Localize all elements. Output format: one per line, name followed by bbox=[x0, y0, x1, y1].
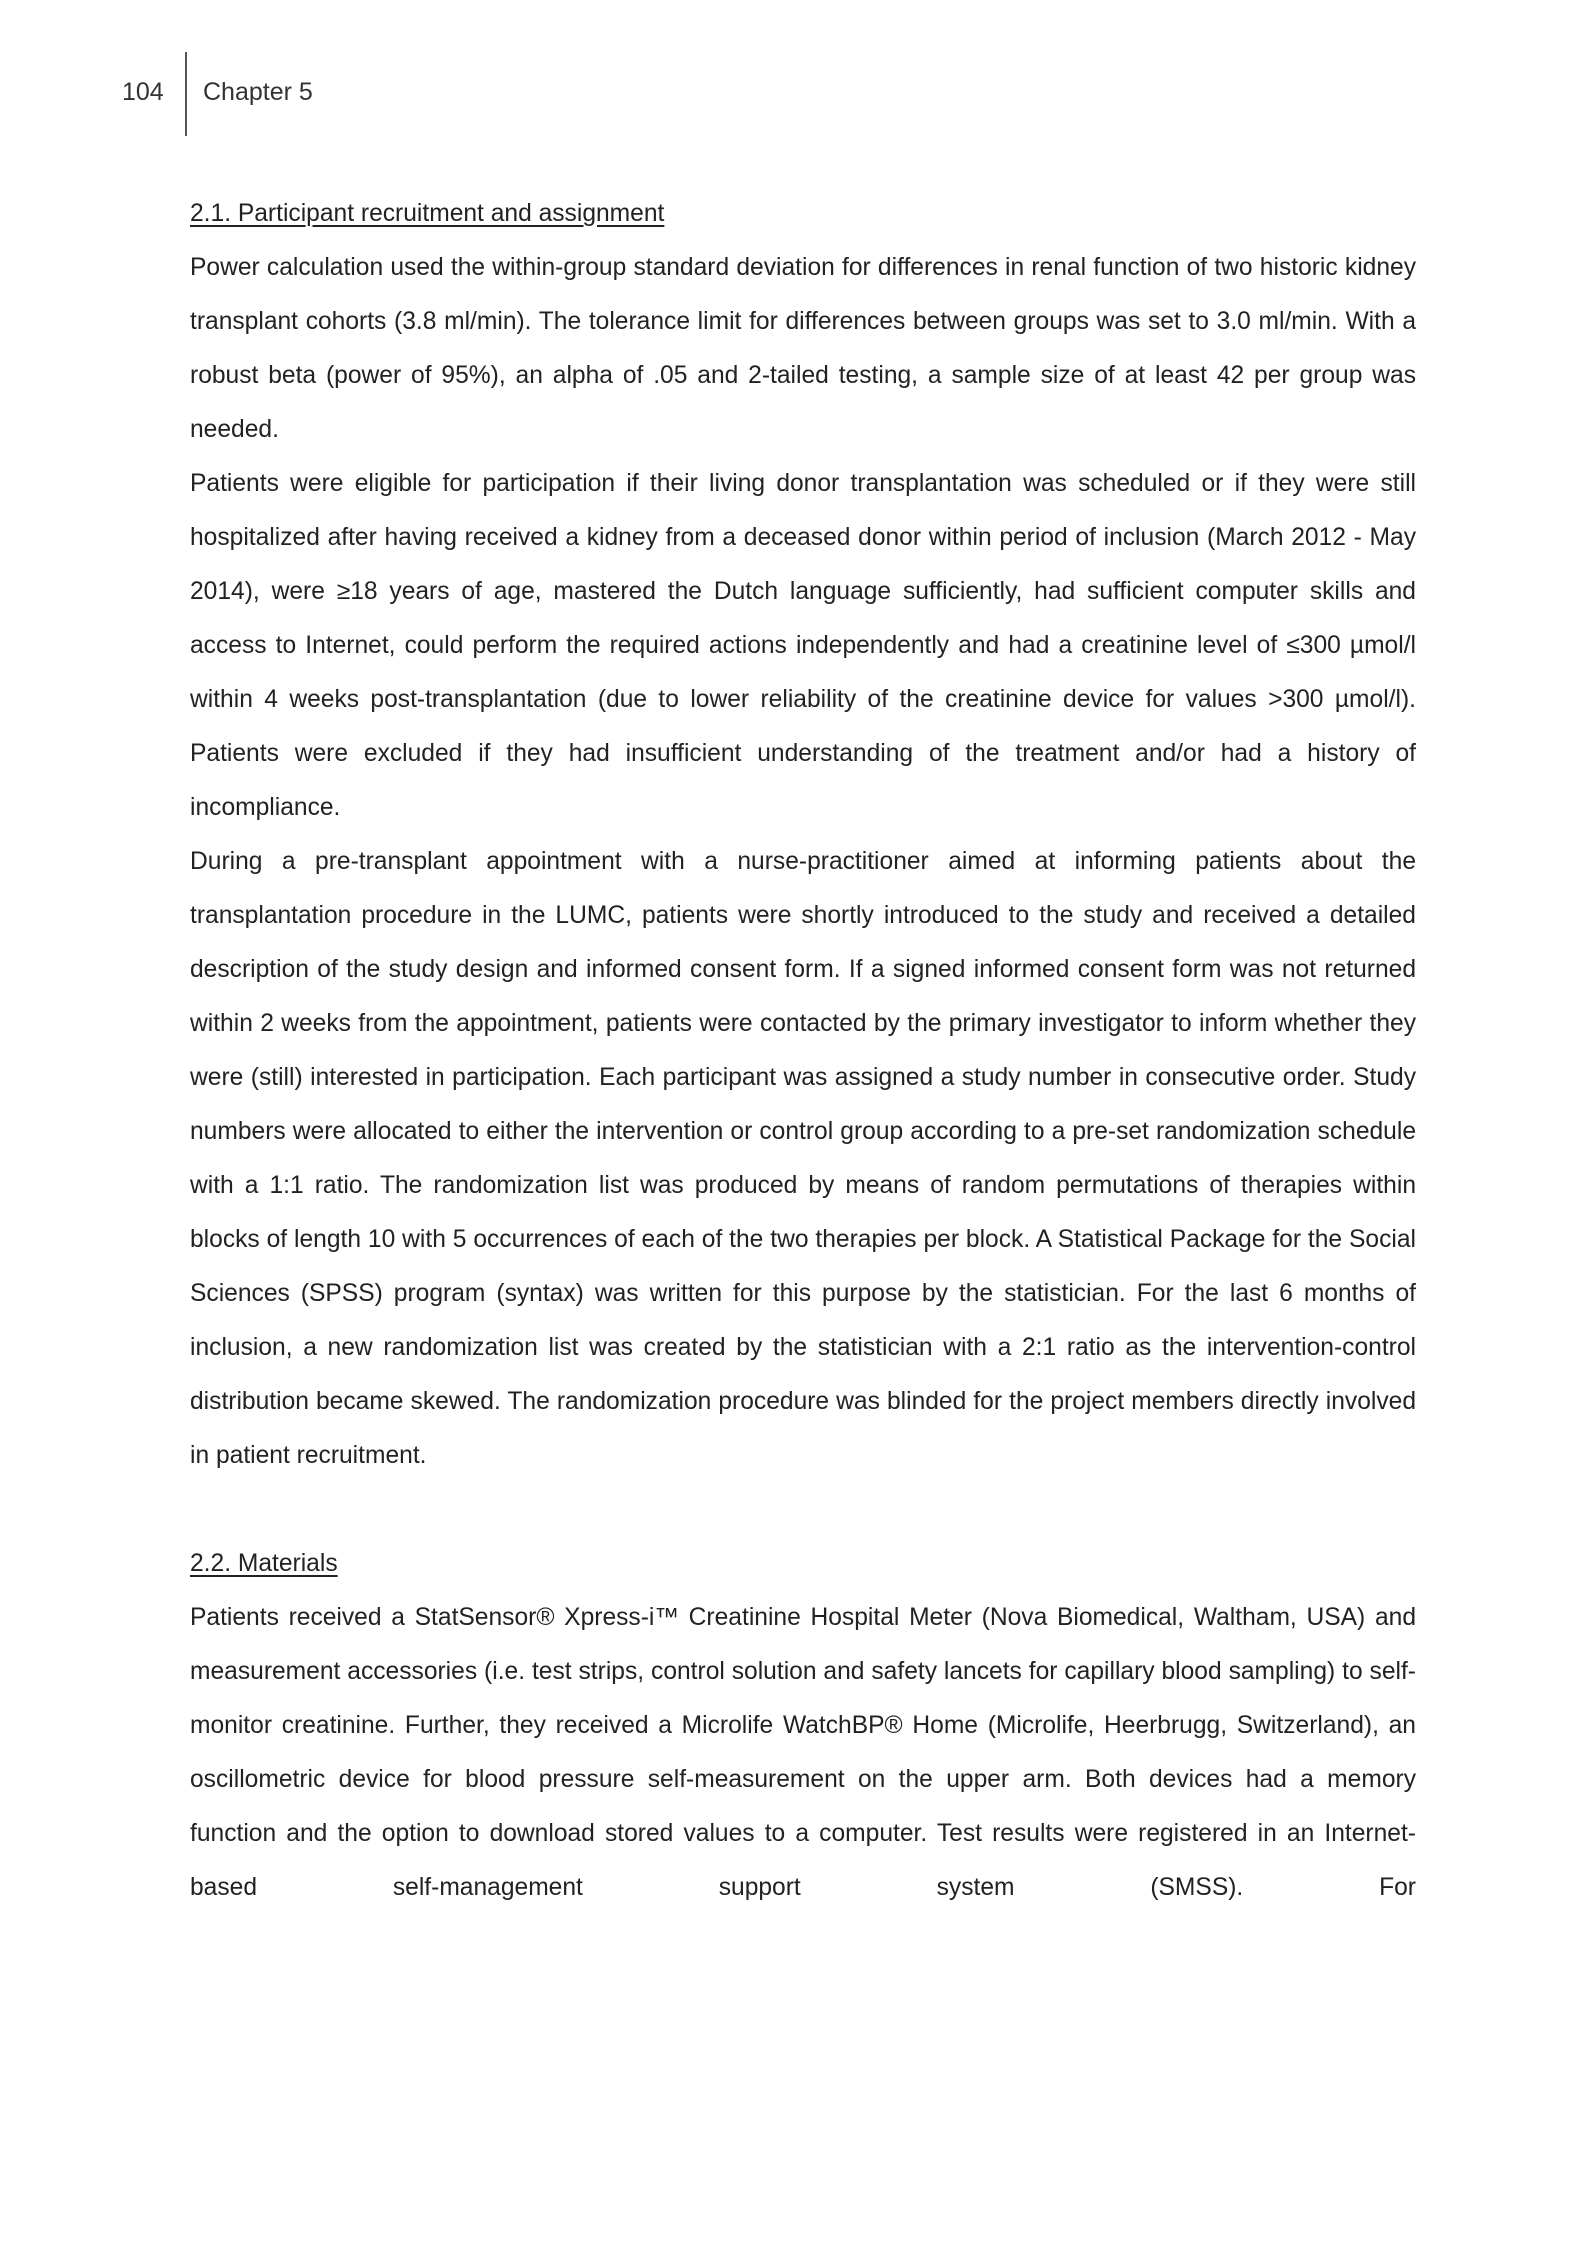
paragraph: Power calculation used the within-group standard deviation for differences in renal function of two historic kidney transplant cohorts (3.8 ml/min). The tolerance limit for differences between groups was set to 3.0 ml/min. With a robust beta (power of 95%), an alpha of .05 and 2-tailed testing, a sample size of at least 42 per group was needed. bbox=[190, 254, 1416, 443]
paragraph: Patients were eligible for participation if their living donor transplantation was scheduled or if they were still hospitalized after having received a kidney from a deceased donor within period of inclusion (March 2012 - May 2014), were ≥18 years of age, mastered the Dutch language sufficiently, had sufficient computer skills and access to Internet, could perform the required actions independently and had a creatinine level of ≤300 µmol/l within 4 weeks post-transplantation (due to lower reliability of the creatinine device for values >300 µmol/l). Patients were excluded if they had insufficient understanding of the treatment and/or had a history of incompliance. bbox=[190, 470, 1416, 821]
section-heading: 2.2. Materials bbox=[190, 1550, 338, 1577]
chapter-label: Chapter 5 bbox=[203, 78, 313, 106]
section-spacer bbox=[190, 1483, 1416, 1537]
header-divider bbox=[185, 52, 187, 136]
paragraph: During a pre-transplant appointment with a nurse-practitioner aimed at informing patients about the transplantation procedure in the LUMC, patients were shortly introduced to the study and received a detailed description of the study design and informed consent form. If a signed informed consent form was not returned within 2 weeks from the appointment, patients were contacted by the primary investigator to inform whether they were (still) interested in participation. Each participant was assigned a study number in consecutive order. Study numbers were allocated to either the intervention or control group according to a pre-set randomization schedule with a 1:1 ratio. The randomization list was produced by means of random permutations of therapies within blocks of length 10 with 5 occurrences of each of the two therapies per block. A Statistical Package for the Social Sciences (SPSS) program (syntax) was written for this purpose by the statistician. For the last 6 months of inclusion, a new randomization list was created by the statistician with a 2:1 ratio as the intervention-control distribution became skewed. The randomization procedure was blinded for the project members directly involved in patient recruitment. bbox=[190, 848, 1416, 1469]
section-participant-recruitment bbox=[190, 187, 1416, 1483]
paragraph: Patients received a StatSensor® Xpress-i™ Creatinine Hospital Meter (Nova Biomedical, Waltham, USA) and measurement accessories (i.e. test strips, control solution and safety lancets for capillary blood sampling) to self-monitor creatinine. Further, they received a Microlife WatchBP® Home (Microlife, Heerbrugg, Switzerland), an oscillometric device for blood pressure self-measurement on the upper arm. Both devices had a memory function and the option to download stored values to a computer. Test results were registered in an Internet-based self-management support system (SMSS). For bbox=[190, 1604, 1416, 1901]
section-heading: 2.1. Participant recruitment and assignment bbox=[190, 200, 665, 227]
page-body bbox=[190, 187, 1416, 1915]
section-materials bbox=[190, 1537, 1416, 1915]
page-header bbox=[0, 0, 1594, 140]
page-number: 104 bbox=[122, 78, 164, 106]
